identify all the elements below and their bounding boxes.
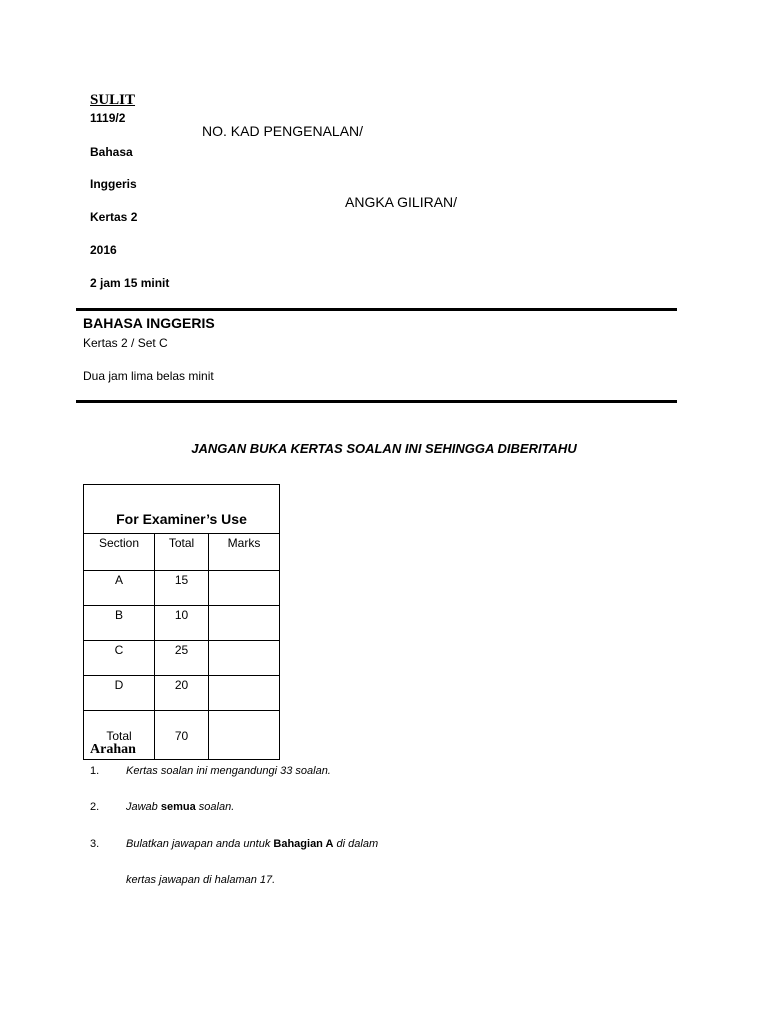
- column-header-section: Section: [84, 534, 155, 571]
- examiner-table-caption: For Examiner’s Use: [84, 485, 280, 534]
- total-cell: 15: [155, 571, 209, 606]
- instruction-text-continued: kertas jawapan di halaman 17.: [126, 874, 276, 886]
- column-header-total: Total: [155, 534, 209, 571]
- table-row: [84, 571, 280, 606]
- instruction-text: [126, 801, 234, 813]
- instruction-text: [126, 838, 378, 850]
- section-cell: A: [84, 571, 155, 606]
- no-kad-label: NO. KAD PENGENALAN/: [202, 123, 364, 139]
- paper-subtitle: Kertas 2 / Set C: [83, 336, 168, 350]
- bottom-rule: [76, 400, 677, 403]
- instruction-text-part: Bulatkan jawapan anda untuk: [126, 838, 274, 850]
- subject-line-2: Inggeris: [90, 177, 137, 191]
- section-cell: Total: [84, 711, 155, 760]
- duration-short: 2 jam 15 minit: [90, 276, 170, 290]
- marks-cell: [209, 571, 280, 606]
- top-rule: [76, 308, 677, 311]
- instruction-text: Kertas soalan ini mengandungi 33 soalan.: [126, 765, 331, 777]
- table-row: [84, 676, 280, 711]
- section-cell: C: [84, 641, 155, 676]
- paper-code: 1119/2: [90, 111, 126, 125]
- sulit-label: SULIT: [90, 92, 136, 108]
- table-row: [84, 606, 280, 641]
- instruction-text-part: di dalam: [333, 838, 379, 850]
- instruction-emphasis: semua: [160, 801, 196, 813]
- paper-number: Kertas 2: [90, 210, 138, 224]
- instruction-text-part: soalan.: [195, 801, 235, 813]
- table-row: [84, 641, 280, 676]
- total-cell: 10: [155, 606, 209, 641]
- instruction-number: 3.: [90, 838, 100, 850]
- column-header-marks: Marks: [209, 534, 280, 571]
- year: 2016: [90, 243, 117, 257]
- total-cell: 25: [155, 641, 209, 676]
- instruction-emphasis: Bahagian A: [273, 838, 334, 850]
- instruction-number: 1.: [90, 765, 100, 777]
- warning-text: JANGAN BUKA KERTAS SOALAN INI SEHINGGA DIBERITAHU: [191, 441, 577, 456]
- examiner-table: [83, 484, 280, 760]
- marks-cell: [209, 641, 280, 676]
- section-cell: D: [84, 676, 155, 711]
- paper-title: BAHASA INGGERIS: [83, 315, 215, 331]
- instruction-number: 2.: [90, 801, 100, 813]
- angka-giliran-label: ANGKA GILIRAN/: [345, 194, 458, 210]
- instructions-heading: Arahan: [90, 742, 136, 757]
- marks-cell: [209, 606, 280, 641]
- total-cell: 20: [155, 676, 209, 711]
- marks-cell: [209, 711, 280, 760]
- paper-duration: Dua jam lima belas minit: [83, 369, 214, 383]
- section-cell: B: [84, 606, 155, 641]
- marks-cell: [209, 676, 280, 711]
- total-cell: 70: [155, 711, 209, 760]
- instruction-text-part: Jawab: [126, 801, 161, 813]
- subject-line-1: Bahasa: [90, 145, 133, 159]
